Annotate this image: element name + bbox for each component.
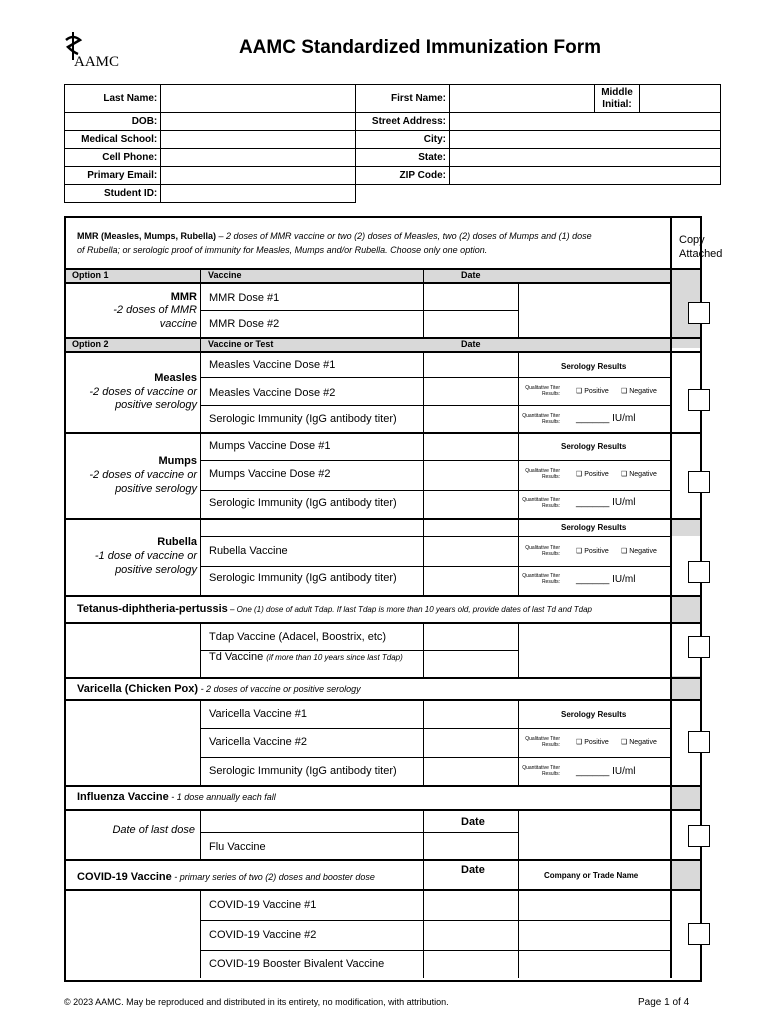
td-vaccine: Td Vaccine (if more than 10 years since last Tdap) (209, 651, 403, 663)
covid-dose1: COVID-19 Vaccine #1 (209, 899, 317, 911)
mmr-desc: of Rubella; or serologic proof of immunity for Measles, Mumps and/or Rubella. Choose only one option. (77, 245, 488, 255)
dob-field[interactable] (161, 113, 355, 131)
mumps-positive: ❑ Positive (576, 471, 609, 478)
last-name-label: Last Name: (65, 85, 161, 113)
rubella-qual: Qualitative Titer Results: (525, 545, 560, 557)
varicella-serology-title: Serology Results (561, 710, 627, 719)
mmr-dose1: MMR Dose #1 (209, 292, 280, 304)
measles-sub1: -2 doses of vaccine or (89, 386, 197, 398)
covid-header: COVID-19 Vaccine - primary series of two (2) doses and booster dose (77, 871, 375, 883)
measles-label: Measles (154, 372, 197, 384)
varicella-serology: Serologic Immunity (IgG antibody titer) (209, 765, 397, 777)
mmr-header: MMR (Measles, Mumps, Rubella) – 2 doses of MMR vaccine or two (2) doses of Measles, two (2) doses of Mumps and (1) dose (77, 231, 592, 241)
student-id-label: Student ID: (65, 185, 161, 203)
student-info-table (64, 84, 721, 203)
covid-booster: COVID-19 Booster Bivalent Vaccine (209, 958, 385, 970)
mumps-serology: Serologic Immunity (IgG antibody titer) (209, 497, 397, 509)
measles-quant: Quantitative Titer Results: (522, 413, 560, 425)
mmr-sub1: -2 doses of MMR (113, 304, 197, 316)
last-name-field[interactable] (161, 85, 355, 113)
zip-label: ZIP Code: (355, 167, 449, 185)
option2-label: Option 2 (72, 339, 109, 349)
mumps-label: Mumps (158, 455, 197, 467)
date-header: Date (461, 270, 481, 280)
mumps-dose1: Mumps Vaccine Dose #1 (209, 440, 331, 452)
rubella-serology-title: Serology Results (561, 523, 627, 532)
covid-dose2: COVID-19 Vaccine #2 (209, 929, 317, 941)
varicella-dose1: Varicella Vaccine #1 (209, 708, 308, 720)
street-field[interactable] (450, 113, 721, 131)
option1-label: Option 1 (72, 270, 109, 280)
city-field[interactable] (450, 131, 721, 149)
rubella-label: Rubella (157, 536, 197, 548)
first-name-field[interactable] (450, 85, 595, 113)
measles-copy-checkbox[interactable] (688, 389, 710, 411)
varicella-dose2: Varicella Vaccine #2 (209, 736, 308, 748)
first-name-label: First Name: (355, 85, 449, 113)
state-field[interactable] (450, 149, 721, 167)
footer-copyright: © 2023 AAMC. May be reproduced and distributed in its entirety, no modification, with attribution. (64, 997, 449, 1007)
flu-last-dose-label: Date of last dose (112, 824, 195, 836)
cell-label: Cell Phone: (65, 149, 161, 167)
immunization-table (64, 216, 702, 982)
mmr-sub2: vaccine (159, 318, 197, 330)
covid-copy-checkbox[interactable] (688, 923, 710, 945)
rubella-copy-checkbox[interactable] (688, 561, 710, 583)
varicella-qual: Qualitative Titer Results: (525, 736, 560, 748)
measles-dose2: Measles Vaccine Dose #2 (209, 387, 336, 399)
mumps-serology-title: Serology Results (561, 442, 627, 451)
vaccine-or-test-header: Vaccine or Test (208, 339, 274, 349)
flu-copy-checkbox[interactable] (688, 825, 710, 847)
measles-dose1: Measles Vaccine Dose #1 (209, 359, 336, 371)
middle-initial-field[interactable] (639, 85, 720, 113)
middle-initial-label: Middle Initial: (595, 85, 640, 113)
measles-serology: Serologic Immunity (IgG antibody titer) (209, 413, 397, 425)
varicella-iu: ______ IU/ml (576, 766, 636, 777)
mumps-sub1: -2 doses of vaccine or (89, 469, 197, 481)
logo-text: AAMC (74, 54, 120, 70)
flu-header: Influenza Vaccine - 1 dose annually each fall (77, 791, 276, 803)
mmr-label: MMR (170, 291, 197, 303)
measles-qual: Qualitative Titer Results: (525, 385, 560, 397)
varicella-copy-checkbox[interactable] (688, 731, 710, 753)
rubella-sub1: -1 dose of vaccine or (94, 550, 197, 562)
vaccine-header: Vaccine (208, 270, 242, 280)
mmr-copy-checkbox[interactable] (688, 302, 710, 324)
mumps-quant: Quantitative Titer Results: (522, 497, 560, 509)
measles-negative: ❑ Negative (621, 388, 657, 395)
rubella-iu: ______ IU/ml (576, 574, 636, 585)
copy-attached-header: Copy Attached (679, 234, 723, 260)
varicella-header: Varicella (Chicken Pox) - 2 doses of vaccine or positive serology (77, 683, 361, 695)
rubella-quant: Quantitative Titer Results: (522, 573, 560, 585)
measles-sub2: positive serology (115, 399, 197, 411)
mumps-negative: ❑ Negative (621, 471, 657, 478)
rubella-sub2: positive serology (115, 564, 197, 576)
school-field[interactable] (161, 131, 355, 149)
city-label: City: (355, 131, 449, 149)
varicella-positive: ❑ Positive (576, 739, 609, 746)
tdap-copy-checkbox[interactable] (688, 636, 710, 658)
flu-date-header: Date (461, 816, 485, 828)
school-label: Medical School: (65, 131, 161, 149)
covid-company-header: Company or Trade Name (544, 871, 639, 880)
covid-date-header: Date (461, 864, 485, 876)
tdap-header: Tetanus-diphtheria-pertussis – One (1) dose of adult Tdap. If last Tdap is more than 10 years old, provide dates of last Td and Tdap (77, 603, 592, 615)
zip-field[interactable] (450, 167, 721, 185)
varicella-quant: Quantitative Titer Results: (522, 765, 560, 777)
flu-vaccine: Flu Vaccine (209, 841, 266, 853)
mumps-copy-checkbox[interactable] (688, 471, 710, 493)
email-label: Primary Email: (65, 167, 161, 185)
tdap-vaccine: Tdap Vaccine (Adacel, Boostrix, etc) (209, 631, 387, 643)
rubella-negative: ❑ Negative (621, 548, 657, 555)
mumps-sub2: positive serology (115, 483, 197, 495)
rubella-serology: Serologic Immunity (IgG antibody titer) (209, 572, 397, 584)
street-label: Street Address: (355, 113, 449, 131)
state-label: State: (355, 149, 449, 167)
measles-iu: ______ IU/ml (576, 413, 636, 424)
email-field[interactable] (161, 167, 355, 185)
dob-label: DOB: (65, 113, 161, 131)
mumps-iu: ______ IU/ml (576, 497, 636, 508)
page-title: AAMC Standardized Immunization Form (238, 37, 602, 58)
rubella-positive: ❑ Positive (576, 548, 609, 555)
date-header-2: Date (461, 339, 481, 349)
mmr-dose2: MMR Dose #2 (209, 318, 280, 330)
cell-field[interactable] (161, 149, 355, 167)
mumps-dose2: Mumps Vaccine Dose #2 (209, 468, 331, 480)
student-id-field[interactable] (161, 185, 355, 203)
rubella-vaccine: Rubella Vaccine (209, 545, 288, 557)
mumps-qual: Qualitative Titer Results: (525, 468, 560, 480)
page-number: Page 1 of 4 (638, 997, 690, 1008)
measles-serology-title: Serology Results (561, 362, 627, 371)
varicella-negative: ❑ Negative (621, 739, 657, 746)
measles-positive: ❑ Positive (576, 388, 609, 395)
